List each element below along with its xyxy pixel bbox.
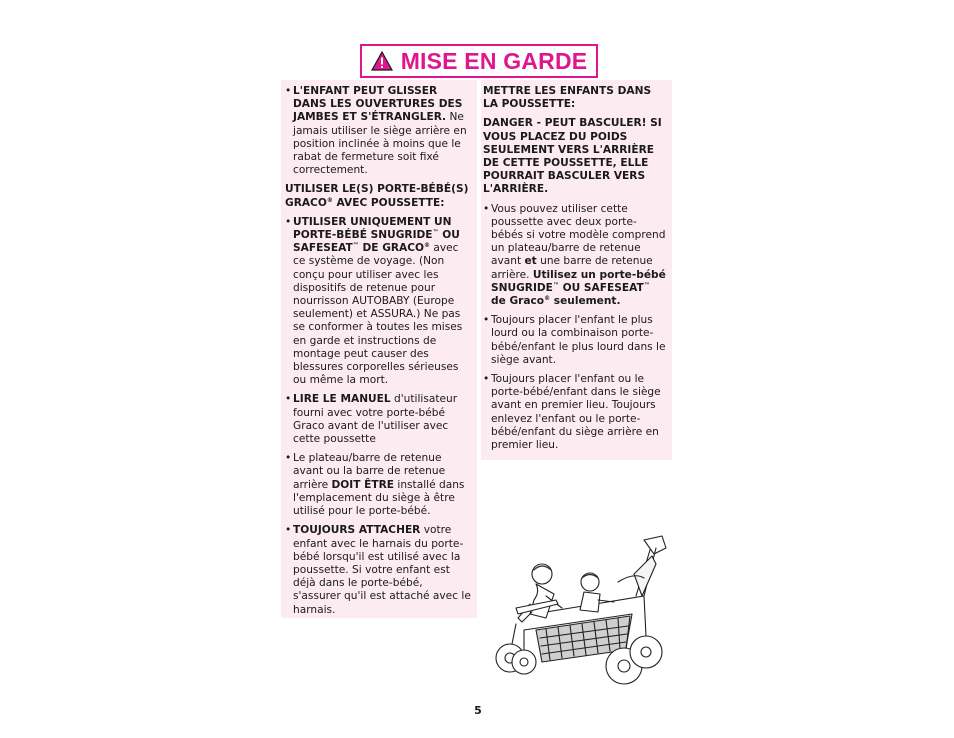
left-bullet-only-snugride: • UTILISER UNIQUEMENT UN PORTE-BÉBÉ SNUGRIDE™ OU SAFESEAT™ DE GRACO® avec ce système de voyage. (Non conçu pour utiliser avec les dispositifs de retenue pour nourrisson AUTOBABY (Europe seulement) et ASSURA.) Ne pas se conformer à toutes les mises en garde et instructions de montage peut causer des blessures corporelles sérieuses ou même la mort. [285, 216, 471, 388]
bullet-bold: L'ENFANT PEUT GLISSER DANS LES OUVERTURES DES JAMBES ET S'ÉTRANGLER. [293, 85, 463, 124]
warning-banner [360, 44, 598, 78]
right-bullet-order: • Toujours placer l'enfant ou le porte-bébé/enfant dans le siège avant en premier lieu. Toujours enlevez l'enfant ou le porte-bébé/enfant du siège arrière en premier lieu. [483, 373, 666, 452]
warning-triangle-icon [371, 51, 393, 71]
stroller-illustration [494, 534, 674, 690]
bullet-text: Ne jamais utiliser le siège arrière en position inclinée à moins que le rabat de fermeture soit fixé correctement. [293, 111, 467, 177]
left-bullet-read-manual [285, 393, 471, 446]
section-heading-children: METTRE LES ENFANTS DANS LA POUSSETTE: [483, 85, 652, 111]
bullet-text: avec ce système de voyage. (Non conçu pour utiliser avec les dispositifs de retenue pour nourrisson AUTOBABY (Europe seulement) et ASSURA.) Ne pas se conformer à toutes les mises en garde et instructions de montage peut causer des blessures corporelles sérieuses ou même la mort. [293, 242, 463, 387]
bullet-text: votre enfant avec le harnais du porte-bébé lorsqu'il est utilisé avec la poussette. Si votre enfant est déjà dans le porte-bébé, s'assurer qu'il est attaché avec le harnais. [293, 524, 471, 616]
right-column [481, 80, 672, 460]
left-column [281, 80, 477, 618]
section-heading-carriers: UTILISER LE(S) PORTE-BÉBÉ(S) GRACO® AVEC POUSSETTE: [285, 183, 469, 209]
banner-title: MISE EN GARDE [400, 47, 588, 74]
left-bullet-strangle [285, 85, 471, 177]
bullet-bold: LIRE LE MANUEL [293, 393, 391, 406]
bullet-bold: TOUJOURS ATTACHER [293, 524, 421, 537]
page-number: 5 [474, 704, 482, 717]
left-bullet-always-attach [285, 524, 471, 616]
left-bullet-tray-bar: • Le plateau/barre de retenue avant ou la barre de retenue arrière DOIT ÊTRE installé dans l'emplacement du siège à être utilisé pour le porte-bébé. [285, 452, 471, 518]
bullet-text: d'utilisateur fourni avec votre porte-bébé Graco avant de l'utiliser avec cette poussette [293, 393, 458, 446]
right-bullet-two-carriers: • Vous pouvez utiliser cette poussette avec deux porte-bébés si votre modèle comprend un plateau/barre de retenue avant et une barre de retenue arrière. Utilisez un porte-bébé SNUGRIDE™ OU SAFESEAT™ de Graco® seulement. [483, 203, 666, 309]
right-bullet-heavier-front: • Toujours placer l'enfant le plus lourd ou la combinaison porte-bébé/enfant le plus lourd dans le siège avant. [483, 314, 666, 367]
danger-warning: DANGER - PEUT BASCULER! SI VOUS PLACEZ DU POIDS SEULEMENT VERS L'ARRIÈRE DE CETTE POUSSETTE, ELLE POURRAIT BASCULER VERS L'ARRIÈRE. [483, 117, 662, 196]
